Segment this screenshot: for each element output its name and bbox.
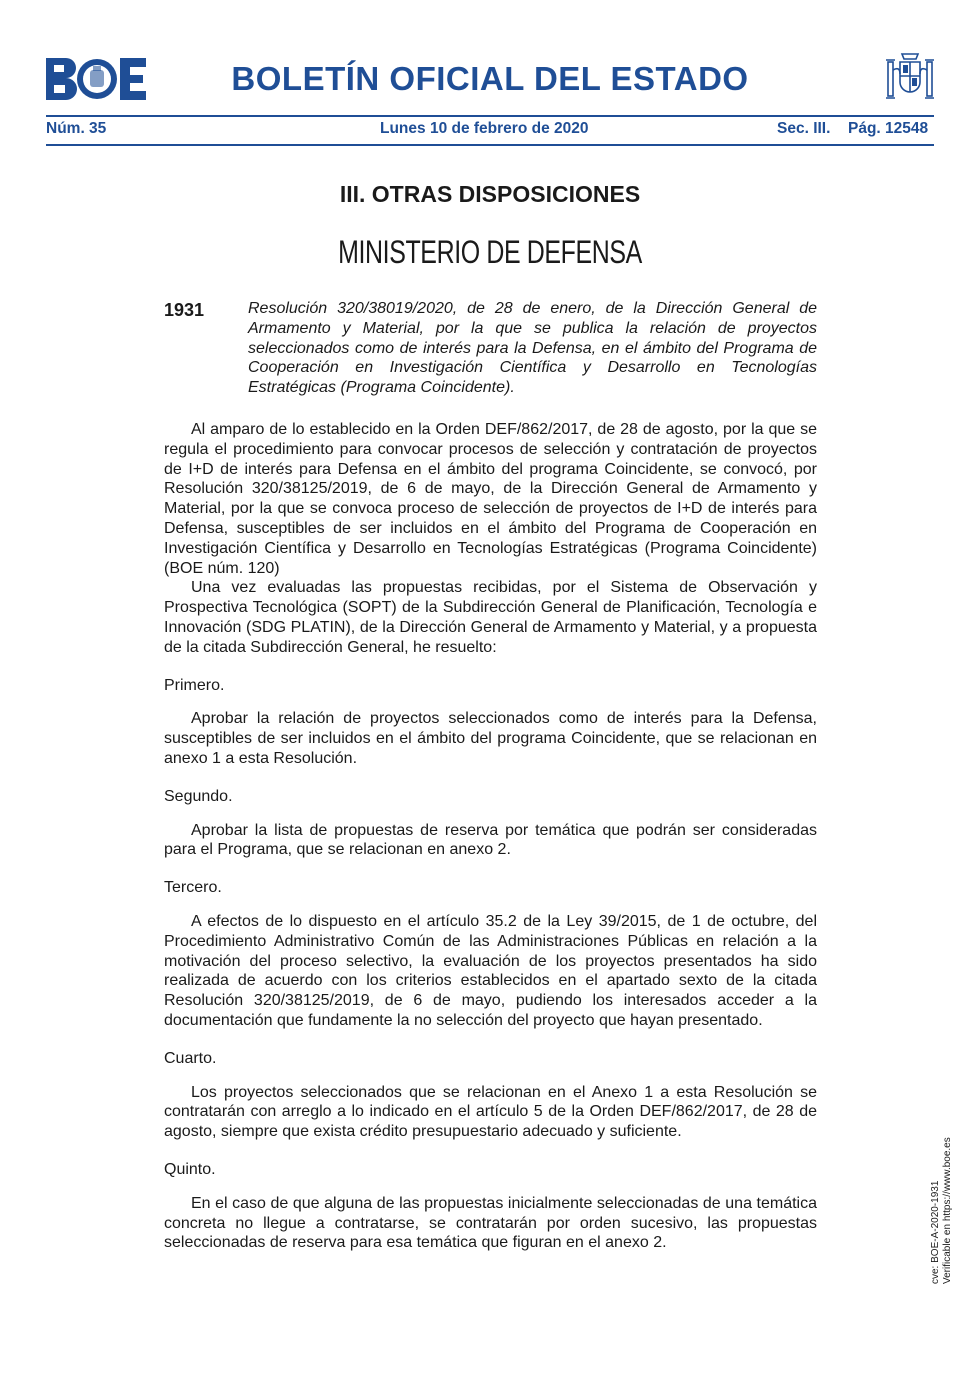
coat-of-arms-icon <box>884 50 936 104</box>
header-rule-top <box>46 115 934 117</box>
paragraph: En el caso de que alguna de las propuestas inicialmente seleccionadas de una temática concreta no llegue a contratarse, se contratarán por orden sucesivo, las propuestas seleccionadas de reserva para esa temática que figuran en el anexo 2. <box>164 1194 817 1252</box>
paragraph: Los proyectos seleccionados que se relacionan en el Anexo 1 a esta Resolución se contratarán con arreglo a lo indicado en el artículo 5 de la Orden DEF/862/2017, de 28 de agosto, siempre que exista crédito presupuestario adecuado y suficiente. <box>164 1083 817 1141</box>
article-heading: Segundo. <box>164 787 233 805</box>
page-number: Pág. 12548 <box>848 120 929 137</box>
header-meta <box>46 120 934 140</box>
paragraph: Aprobar la lista de propuestas de reserva por temática que podrán ser consideradas para el Programa, que se relacionan en anexo 2. <box>164 821 817 859</box>
verification-note <box>930 1084 954 1284</box>
article-heading: Tercero. <box>164 879 222 897</box>
article-heading: Cuarto. <box>164 1049 217 1067</box>
paragraph: Al amparo de lo establecido en la Orden DEF/862/2017, de 28 de agosto, por la que se regula el procedimiento para convocar procesos de selección y contratación de proyectos de I+D de interés para Defensa en el ámbito del programa Coincidente, se convocó, por Resolución 320/38125/2019, de 6 de mayo, de la Dirección General de Armamento y Material, por la que se convoca proceso de selección de proyectos de I+D de interés para Defensa, susceptibles de ser incluidos en el ámbito del Programa de Cooperación en Investigación Científica y Desarrollo en Tecnologías Estratégicas (Programa Coincidente) (BOE núm. 120) <box>164 421 817 577</box>
section-title: III. OTRAS DISPOSICIONES <box>339 181 641 207</box>
document-body <box>164 420 817 1253</box>
gazette-title: BOLETÍN OFICIAL DEL ESTADO <box>231 60 749 97</box>
cve-code: cve: BOE-A-2020-1931 <box>930 1180 941 1284</box>
issue-date: Lunes 10 de febrero de 2020 <box>380 120 589 137</box>
disposition-number: 1931 <box>164 300 205 320</box>
header-rule-bottom <box>46 144 934 146</box>
section-label: Sec. III. <box>777 120 831 137</box>
paragraph: Aprobar la relación de proyectos seleccionados como de interés para la Defensa, susceptibles de ser incluidos en el ámbito del programa Coincidente, que se relacionan en anexo 1 a esta Resolución. <box>164 710 817 767</box>
article-heading: Quinto. <box>164 1160 216 1178</box>
ministry-title: MINISTERIO DE DEFENSA <box>338 234 642 270</box>
issue-number: Núm. 35 <box>46 120 107 137</box>
disposition-title: Resolución 320/38019/2020, de 28 de enero, de la Dirección General de Armamento y Material, por la que se publica la relación de proyectos seleccionados como de interés para la Defensa, en el ámbito del Programa de Cooperación en Investigación Científica y Desarrollo en Tecnologías Estratégicas (Programa Coincidente). <box>248 300 817 397</box>
paragraph: Una vez evaluadas las propuestas recibidas, por el Sistema de Observación y Prospectiva Tecnológica (SOPT) de la Subdirección General de Planificación, Tecnología e Innovación (SDG PLATIN), de la Dirección General de Armamento y Material, y a propuesta de la citada Subdirección General, he resuelto: <box>164 579 817 656</box>
paragraph: A efectos de lo dispuesto en el artículo 35.2 de la Ley 39/2015, de 1 de octubre, del Procedimiento Administrativo Común de las Administraciones Públicas en relación a la motivación del proceso selectivo, la evaluación de los proyectos presentados ha sido realizada de acuerdo con los criterios establecidos en el apartado sexto de la citada Resolución 320/38125/2019, de 6 de mayo, pudiendo los interesados acceder a la documentación que fundamente la no selección del proyecto que hayan presentado. <box>164 912 817 1029</box>
article-heading: Primero. <box>164 676 225 694</box>
verify-link[interactable]: Verificable en https://www.boe.es <box>942 1137 953 1284</box>
